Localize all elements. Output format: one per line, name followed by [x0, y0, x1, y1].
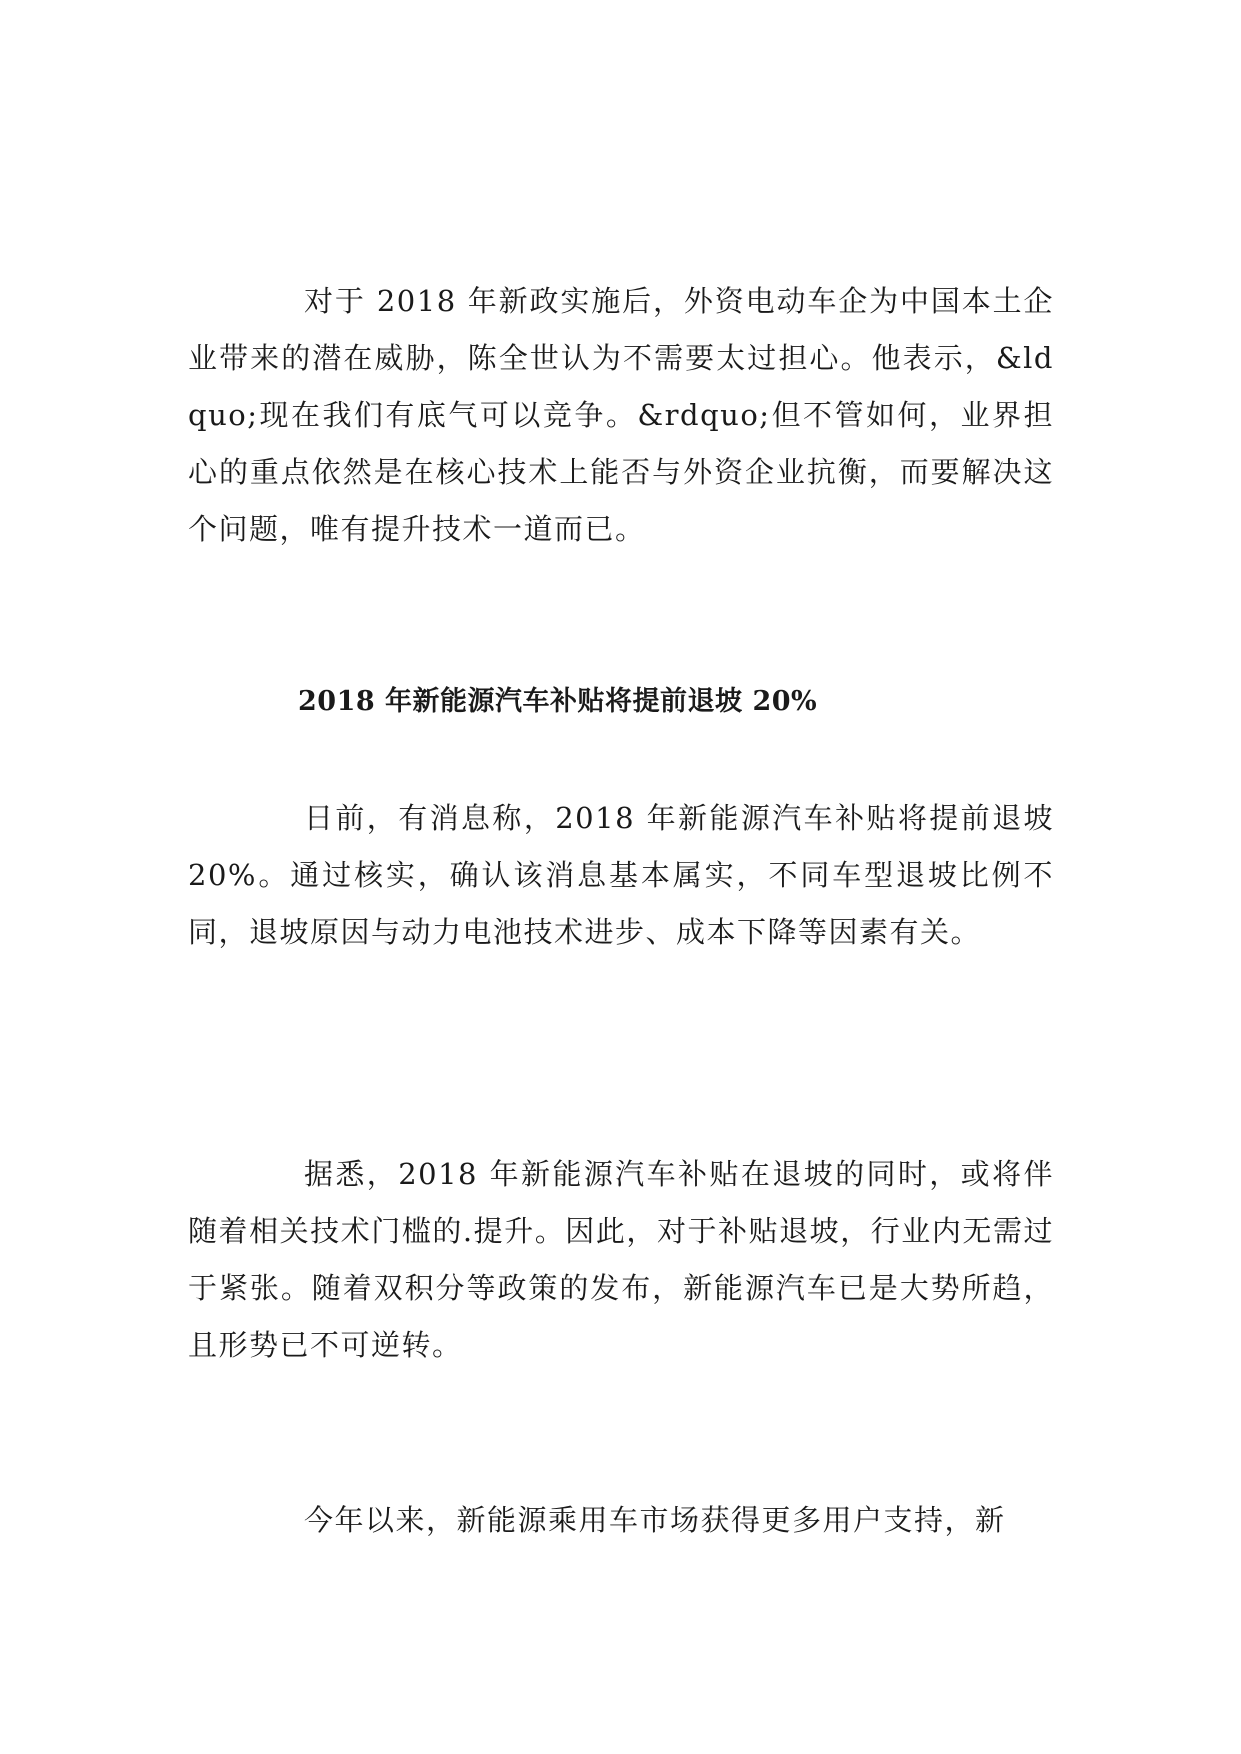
section-heading: 2018 年新能源汽车补贴将提前退坡 20%: [298, 686, 818, 717]
paragraph-tech-threshold: 据悉，2018 年新能源汽车补贴在退坡的同时，或将伴随着相关技术门槛的.提升。因此，对于补贴退坡，行业内无需过于紧张。随着双积分等政策的发布，新能源汽车已是大势所趋，且形势已不可逆转。: [188, 1157, 1054, 1362]
paragraph-subsidy-cut: 日前，有消息称，2018 年新能源汽车补贴将提前退坡 20%。通过核实，确认该消息基本属实，不同车型退坡比例不同，退坡原因与动力电池技术进步、成本下降等因素有关。: [188, 801, 1054, 949]
paragraph-market-support: 今年以来，新能源乘用车市场获得更多用户支持，新: [304, 1503, 1006, 1537]
paragraph-foreign-ev-threat: 对于 2018 年新政实施后，外资电动车企为中国本土企业带来的潜在威胁，陈全世认为不需要太过担心。他表示，&ldquo;现在我们有底气可以竞争。&rdquo;但不管如何，业界担心的重点依然是在核心技术上能否与外资企业抗衡，而要解决这个问题，唯有提升技术一道而已。: [188, 284, 1054, 546]
